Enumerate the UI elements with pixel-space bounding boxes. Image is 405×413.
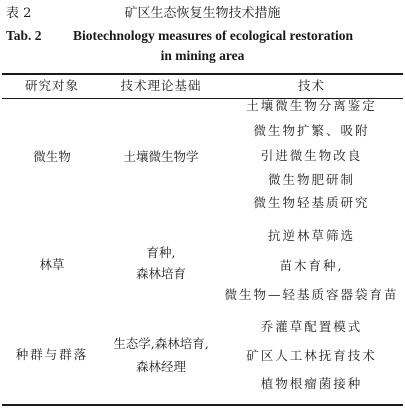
row-object-microorganism: 微生物: [33, 149, 71, 164]
row-object-population-community: 种群与群落: [15, 347, 89, 362]
table-bottom-rule: [2, 404, 403, 406]
technique-cell: 土壤微生物分离鉴定: [246, 98, 377, 113]
table-title-en-line1: Biotechnology measures of ecological restoration: [73, 28, 353, 43]
table-label-cn: 表 2: [6, 6, 32, 21]
technique-cell: 微生物轻基质研究: [253, 195, 370, 210]
header-research-object: 研究对象: [24, 78, 79, 93]
header-theory-basis: 技术理论基础: [120, 78, 202, 93]
technique-cell: 抗逆林草筛选: [267, 228, 355, 243]
technique-cell: 微生物扩繁、吸附: [253, 123, 370, 138]
header-technique: 技术: [297, 78, 325, 93]
table-title-en-line2: in mining area: [160, 48, 245, 63]
table-caption-cn: [0, 4, 405, 24]
technique-cell: 引进微生物改良: [260, 148, 363, 163]
technique-cell: 微生物肥研制: [267, 172, 355, 187]
row-basis-forest-management: 森林经理: [135, 359, 186, 374]
row-basis-breeding: 育种,: [146, 245, 176, 260]
technique-cell: 植物根瘤菌接种: [260, 376, 363, 391]
technique-cell: 苗木育种,: [279, 258, 344, 273]
technique-cell: 乔灌草配置模式: [260, 319, 363, 334]
row-basis-ecology: 生态学,森林培育,: [113, 336, 209, 351]
row-object-forest-grass: 林草: [39, 257, 65, 272]
technique-cell: 矿区人工林抚育技术: [246, 348, 377, 363]
table-top-rule: [2, 73, 403, 75]
row-basis-soil-microbiology: 土壤微生物学: [123, 149, 199, 164]
technique-cell: 微生物—轻基质容器袋育苗: [224, 287, 399, 302]
table-title-cn: 矿区生态恢复生物技术措施: [124, 6, 281, 21]
table-label-en: Tab. 2: [6, 28, 42, 43]
row-basis-silviculture: 森林培育: [135, 266, 186, 281]
